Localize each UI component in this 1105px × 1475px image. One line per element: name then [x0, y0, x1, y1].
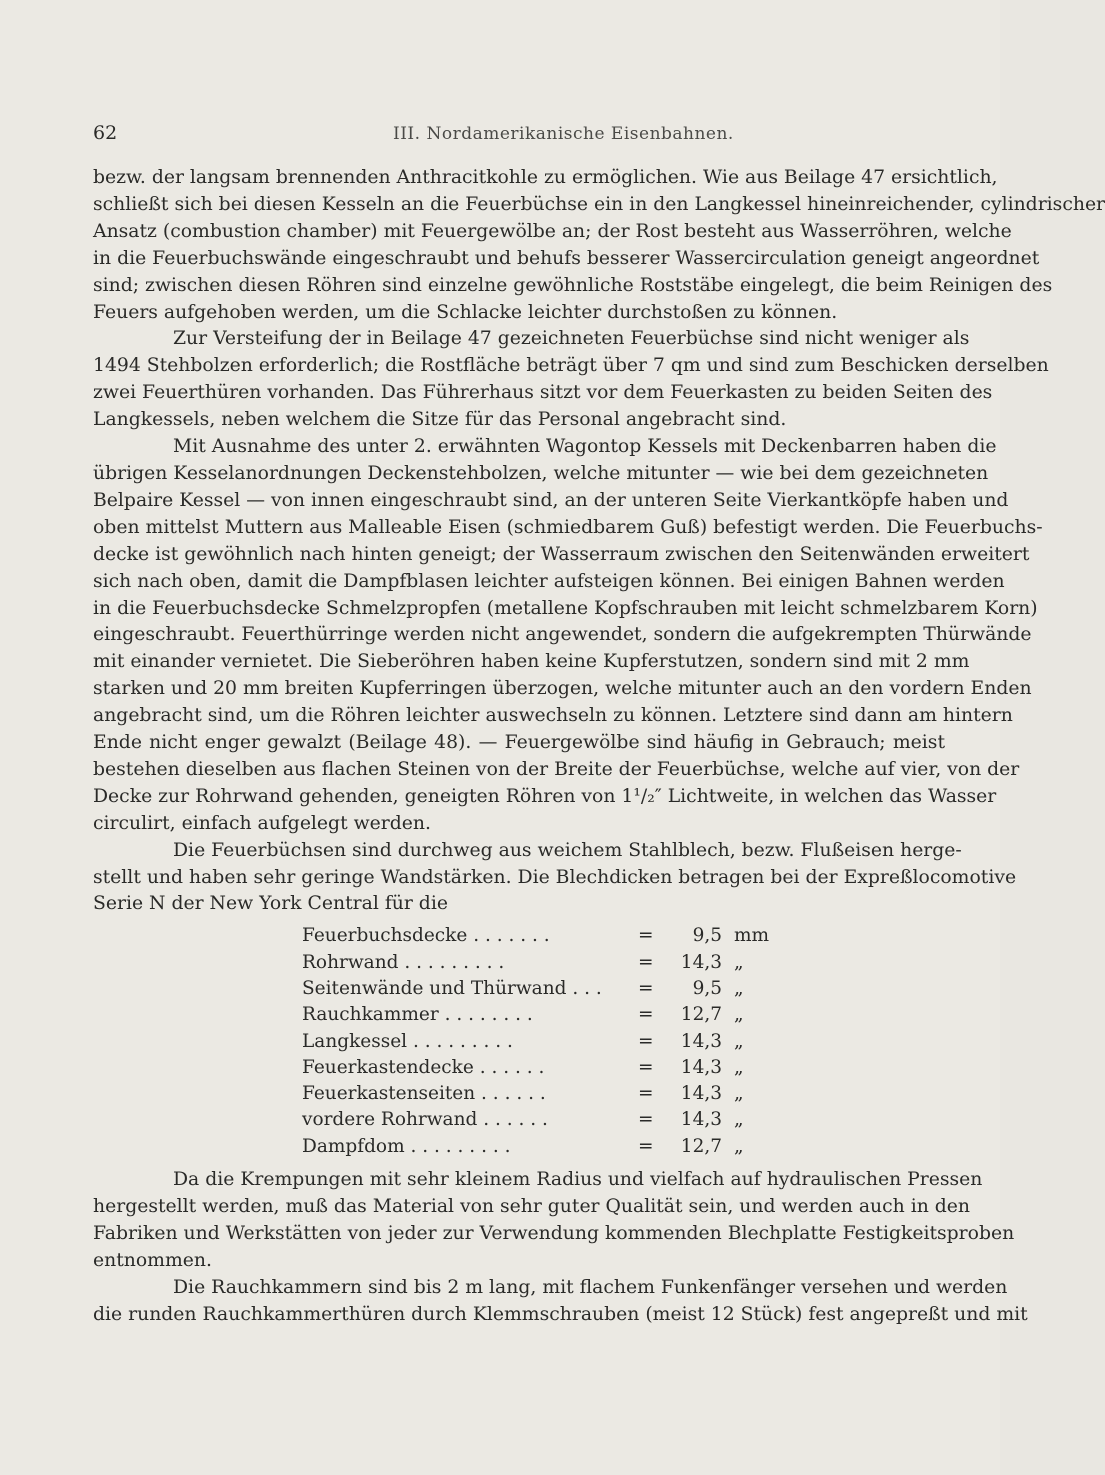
table-cell-value: 9,5 [692, 977, 722, 999]
text-line: schließt sich bei diesen Kesseln an die Feuerbüchse ein in den Langkessel hineinreichender, cylindrischer [93, 193, 1105, 215]
text-line: bezw. der langsam brennenden Anthracitkohle zu ermöglichen. Wie aus Beilage 47 ersichtlich, [93, 167, 998, 188]
table-row [302, 1055, 762, 1081]
text-line: Ansatz (combustion chamber) mit Feuergewölbe an; der Rost besteht aus Wasserröhren, welche [93, 220, 1012, 242]
text-line: Feuers aufgehoben werden, um die Schlacke leichter durchstoßen zu können. [93, 301, 838, 323]
body-text-after-table [93, 1167, 1028, 1328]
table-cell-label: Seitenwände und Thürwand . . . [302, 977, 602, 999]
table-cell-unit: „ [734, 1056, 744, 1078]
paragraph [93, 165, 1105, 326]
table-cell-label: Dampfdom . . . . . . . . . [302, 1135, 511, 1157]
text-line: angebracht sind, um die Röhren leichter auswechseln zu können. Letztere sind dann am hintern [93, 705, 1013, 727]
table-cell-eq: = [638, 1109, 654, 1131]
table-cell-unit: „ [734, 951, 744, 973]
table-cell-value: 12,7 [680, 1135, 722, 1157]
text-line: 1494 Stehbolzen erforderlich; die Rostfläche beträgt über 7 qm und sind zum Beschicken derselben [93, 355, 1049, 377]
table-cell-unit: „ [734, 1004, 744, 1026]
table-cell-eq: = [638, 951, 654, 973]
text-line: Ende nicht enger gewalzt (Beilage 48). — Feuergewölbe sind häufig in Gebrauch; meist [93, 732, 945, 754]
table-cell-label: Feuerkastenseiten . . . . . . [302, 1083, 546, 1105]
plate-thickness-table [302, 923, 770, 1160]
table-cell-unit: „ [734, 1109, 744, 1131]
text-line: Die Feuerbüchsen sind durchweg aus weichem Stahlblech, bezw. Flußeisen herge- [173, 839, 962, 861]
paragraph [93, 1275, 1028, 1329]
table-cell-unit: mm [734, 925, 770, 947]
table-row [302, 976, 762, 1002]
table-cell-label: vordere Rohrwand . . . . . . [302, 1109, 548, 1131]
table-cell-value: 14,3 [680, 1083, 722, 1105]
text-line: sind; zwischen diesen Röhren sind einzelne gewöhnliche Roststäbe eingelegt, die beim Reinigen des [93, 274, 1053, 296]
table-cell-label: Langkessel . . . . . . . . . [302, 1030, 513, 1052]
text-line: bestehen dieselben aus flachen Steinen von der Breite der Feuerbüchse, welche auf vier, von der [93, 758, 1020, 780]
table-row [302, 1081, 762, 1107]
text-line: starken und 20 mm breiten Kupferringen überzogen, welche mitunter auch an den vordern Enden [93, 678, 1032, 700]
text-line: hergestellt werden, muß das Material von sehr guter Qualität sein, und werden auch in den [93, 1195, 971, 1217]
table-cell-label: Rohrwand . . . . . . . . . [302, 951, 505, 973]
text-line: in die Feuerbuchsdecke Schmelzpropfen (metallene Kopfschrauben mit leicht schmelzbarem Korn) [93, 597, 1038, 619]
text-line: decke ist gewöhnlich nach hinten geneigt; der Wasserraum zwischen den Seitenwänden erweitert [93, 543, 1030, 565]
paragraph [93, 1167, 1015, 1275]
table-cell-label: Rauchkammer . . . . . . . . [302, 1004, 533, 1026]
text-line: oben mittelst Muttern aus Malleable Eisen (schmiedbarem Guß) befestigt werden. Die Feuerbuchs- [93, 516, 1043, 538]
text-line: Belpaire Kessel — von innen eingeschraubt sind, an der unteren Seite Vierkantköpfe haben und [93, 489, 1009, 511]
table-row [302, 1029, 762, 1055]
text-line: circulirt, einfach aufgelegt werden. [93, 812, 431, 834]
table-cell-eq: = [638, 1030, 654, 1052]
table-cell-unit: „ [734, 1030, 744, 1052]
table-cell-unit: „ [734, 1083, 744, 1105]
text-line: Die Rauchkammern sind bis 2 m lang, mit flachem Funkenfänger versehen und werden [173, 1276, 1008, 1298]
text-line: Serie N der New York Central für die [93, 893, 448, 915]
table-cell-label: Feuerkastendecke . . . . . . [302, 1056, 545, 1078]
table-cell-label: Feuerbuchsdecke . . . . . . . [302, 925, 550, 947]
text-line: stellt und haben sehr geringe Wandstärken. Die Blechdicken betragen bei der Expreßlocomotive [93, 866, 1017, 888]
table-row [302, 1107, 762, 1133]
page-number: 62 [93, 122, 118, 144]
table-cell-eq: = [638, 977, 654, 999]
text-line: die runden Rauchkammerthüren durch Klemmschrauben (meist 12 Stück) fest angepreßt und mit [93, 1303, 1028, 1325]
table-cell-unit: „ [734, 977, 744, 999]
table-cell-value: 14,3 [680, 951, 722, 973]
text-line: Da die Krempungen mit sehr kleinem Radius und vielfach auf hydraulischen Pressen [173, 1169, 983, 1191]
text-line: Mit Ausnahme des unter 2. erwähnten Wagontop Kessels mit Deckenbarren haben die [173, 436, 997, 458]
text-line: zwei Feuerthüren vorhanden. Das Führerhaus sitzt vor dem Feuerkasten zu beiden Seiten des [93, 382, 993, 404]
table-cell-value: 14,3 [680, 1056, 722, 1078]
table-cell-unit: „ [734, 1135, 744, 1157]
table-row [302, 923, 770, 949]
page-header [93, 122, 944, 148]
text-line: Zur Versteifung der in Beilage 47 gezeichneten Feuerbüchse sind nicht weniger als [173, 328, 970, 350]
table-cell-value: 9,5 [692, 925, 722, 947]
table-cell-eq: = [638, 1056, 654, 1078]
text-line: sich nach oben, damit die Dampfblasen leichter aufsteigen können. Bei einigen Bahnen werden [93, 570, 1005, 592]
table-cell-eq: = [638, 1083, 654, 1105]
table-cell-value: 14,3 [680, 1030, 722, 1052]
text-line: eingeschraubt. Feuerthürringe werden nicht angewendet, sondern die aufgekrempten Thürwände [93, 624, 1032, 646]
paragraph [93, 838, 1017, 919]
table-cell-eq: = [638, 1004, 654, 1026]
text-line: in die Feuerbuchswände eingeschraubt und behufs besserer Wassercirculation geneigt angeordnet [93, 247, 1040, 269]
running-head: III. Nordamerikanische Eisenbahnen. [393, 124, 734, 144]
table-cell-value: 12,7 [680, 1004, 722, 1026]
table-row [302, 1002, 762, 1028]
text-line: Fabriken und Werkstätten von jeder zur Verwendung kommenden Blechplatte Festigkeitsproben [93, 1222, 1015, 1244]
text-line: Decke zur Rohrwand gehenden, geneigten Röhren von 1¹/₂″ Lichtweite, in welchen das Wasser [93, 785, 997, 807]
table-cell-value: 14,3 [680, 1109, 722, 1131]
table-row [302, 950, 762, 976]
paragraph [93, 326, 1049, 434]
paragraph [93, 434, 1043, 838]
page-body [93, 165, 1105, 1328]
table-cell-eq: = [638, 925, 654, 947]
text-line: übrigen Kesselanordnungen Deckenstehbolzen, welche mitunter — wie bei dem gezeichneten [93, 462, 989, 484]
table-cell-eq: = [638, 1135, 654, 1157]
text-line: mit einander vernietet. Die Sieberöhren haben keine Kupferstutzen, sondern sind mit 2 mm [93, 651, 970, 673]
table-row [302, 1134, 762, 1160]
body-text-before-table [93, 165, 1105, 918]
text-line: entnommen. [93, 1249, 212, 1271]
text-line: Langkessels, neben welchem die Sitze für das Personal angebracht sind. [93, 409, 787, 431]
